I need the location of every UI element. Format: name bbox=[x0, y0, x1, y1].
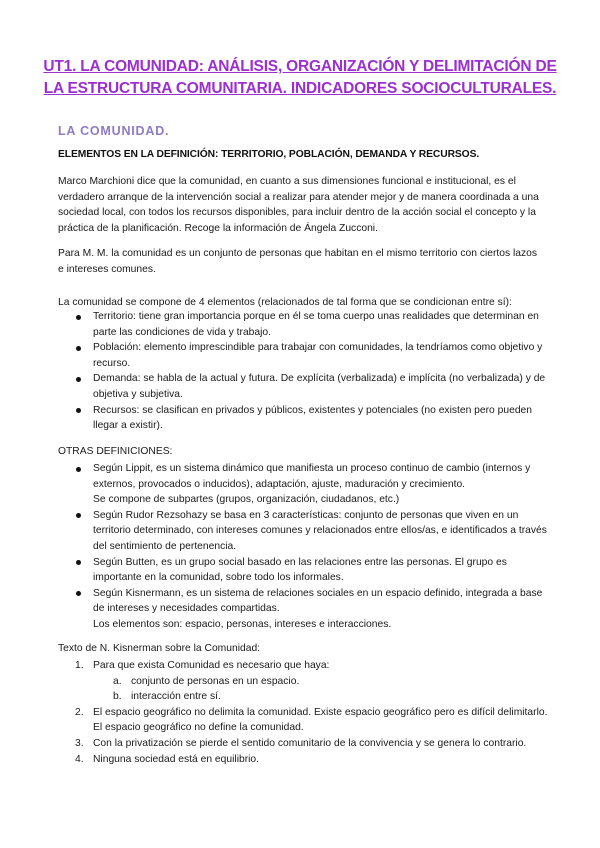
item-number: 3. bbox=[75, 737, 84, 749]
bullet-icon bbox=[76, 591, 81, 596]
list-item bbox=[58, 508, 548, 555]
bullet-icon bbox=[76, 377, 81, 382]
sub-item-text: interacción entre sí. bbox=[131, 691, 221, 703]
list-item bbox=[58, 340, 548, 371]
subheading: ELEMENTOS EN LA DEFINICIÓN: TERRITORIO, POBLACIÓN, DEMANDA Y RECURSOS. bbox=[58, 149, 480, 160]
item-number: 4. bbox=[75, 753, 84, 765]
bullet-icon bbox=[76, 408, 81, 413]
item-text: Ninguna sociedad está en equilibrio. bbox=[93, 753, 260, 765]
definition-text: Según Butten, es un grupo social basado en las relaciones entre las personas. El grupo es importante en la comunidad, sobre todo los informales. bbox=[93, 556, 507, 584]
item-number: 2. bbox=[75, 706, 84, 718]
paragraph-elements-intro: La comunidad se compone de 4 elementos (relacionados de tal forma que se condicionan entre sí): bbox=[58, 297, 512, 308]
list-item bbox=[58, 371, 548, 402]
list-item-text: Recursos: se clasifican en privados y públicos, existentes y potenciales (no existen pero pueden llegar a existir). bbox=[93, 404, 533, 432]
list-item bbox=[58, 555, 548, 586]
sub-item-label: a. bbox=[113, 675, 122, 687]
kisnerman-list bbox=[58, 658, 548, 767]
bullet-icon bbox=[76, 560, 81, 565]
bullet-icon bbox=[76, 315, 81, 320]
definition-text: Según Kisnermann, es un sistema de relaciones sociales en un espacio definido, integrada a base de intereses y necesidades compartidas. bbox=[93, 587, 543, 615]
document-title: UT1. LA COMUNIDAD: ANÁLISIS, ORGANIZACIÓN Y DELIMITACIÓN DE LA ESTRUCTURA COMUNITARIA. INDICADORES SOCIOCULTURALES. bbox=[43, 58, 557, 97]
list-item bbox=[58, 309, 548, 340]
list-item bbox=[58, 403, 548, 434]
sub-item-text: conjunto de personas en un espacio. bbox=[131, 675, 300, 687]
definition-text: Según Rudor Rezsohazy se basa en 3 características: conjunto de personas que viven en un territorio determinado, con intereses comunes y relacionados entre ellos/as, e identificados a través del sentimiento de pertenencia. bbox=[93, 509, 547, 552]
sub-item-label: b. bbox=[113, 691, 122, 703]
sub-item bbox=[58, 674, 548, 690]
other-definitions-list bbox=[58, 461, 548, 633]
sub-list bbox=[58, 674, 548, 705]
item-text: Con la privatización se pierde el sentido comunitario de la convivencia y se genera lo contrario. bbox=[93, 737, 527, 749]
list-item-text: Demanda: se habla de la actual y futura. De explícita (verbalizada) e implícita (no verbalizada) y de objetiva y subjetiva. bbox=[93, 373, 546, 400]
section-heading: LA COMUNIDAD. bbox=[58, 124, 170, 138]
list-item bbox=[58, 461, 548, 508]
other-definitions-heading: OTRAS DEFINICIONES: bbox=[58, 446, 173, 457]
numbered-item bbox=[58, 752, 548, 768]
numbered-item bbox=[58, 736, 548, 752]
item-number: 1. bbox=[75, 660, 84, 671]
item-text: El espacio geográfico no delimita la comunidad. Existe espacio geográfico pero es difícil delimitarlo. El espacio geográfico no define la comunidad. bbox=[93, 706, 548, 734]
paragraph-definition-mm: Para M. M. la comunidad es un conjunto de personas que habitan en el mismo territorio con ciertos lazos e intereses comunes. bbox=[58, 248, 538, 275]
bullet-icon bbox=[76, 346, 81, 351]
list-item-text: Territorio: tiene gran importancia porque en él se toma cuerpo unas realidades que determinan en parte las condiciones de vida y trabajo. bbox=[93, 311, 539, 338]
bullet-icon bbox=[76, 513, 81, 518]
kisnerman-heading: Texto de N. Kisnerman sobre la Comunidad: bbox=[58, 643, 261, 654]
sub-list-container bbox=[58, 674, 548, 705]
list-item-text: Población: elemento imprescindible para trabajar con comunidades, la tendríamos como objetivo y recurso. bbox=[93, 342, 543, 369]
numbered-item bbox=[58, 658, 548, 674]
paragraph-marchioni: Marco Marchioni dice que la comunidad, en cuanto a sus dimensiones funcional e institucional, es el verdadero arranque de la intervención social a realizar para atender mejor y de manera coordinada a una sociedad local, con todos los recursos disponibles, para incluir dentro de la acción social el concepto y la práctica de la planificación. Recoge la información de Ángela Zucconi. bbox=[58, 176, 539, 234]
bullet-icon bbox=[76, 467, 81, 472]
sub-item bbox=[58, 689, 548, 705]
list-item bbox=[58, 586, 548, 633]
definition-extra: Los elementos son: espacio, personas, intereses e interacciones. bbox=[93, 618, 392, 630]
definition-text: Según Lippit, es un sistema dinámico que manifiesta un proceso continuo de cambio (internos y externos, provocados o inducidos), adaptación, ajuste, maduración y crecimiento. bbox=[93, 463, 531, 490]
definition-extra: Se compone de subpartes (grupos, organización, ciudadanos, etc.) bbox=[93, 494, 400, 506]
item-text: Para que exista Comunidad es necesario que haya: bbox=[93, 660, 330, 671]
numbered-item bbox=[58, 705, 548, 736]
elements-list bbox=[58, 309, 548, 434]
